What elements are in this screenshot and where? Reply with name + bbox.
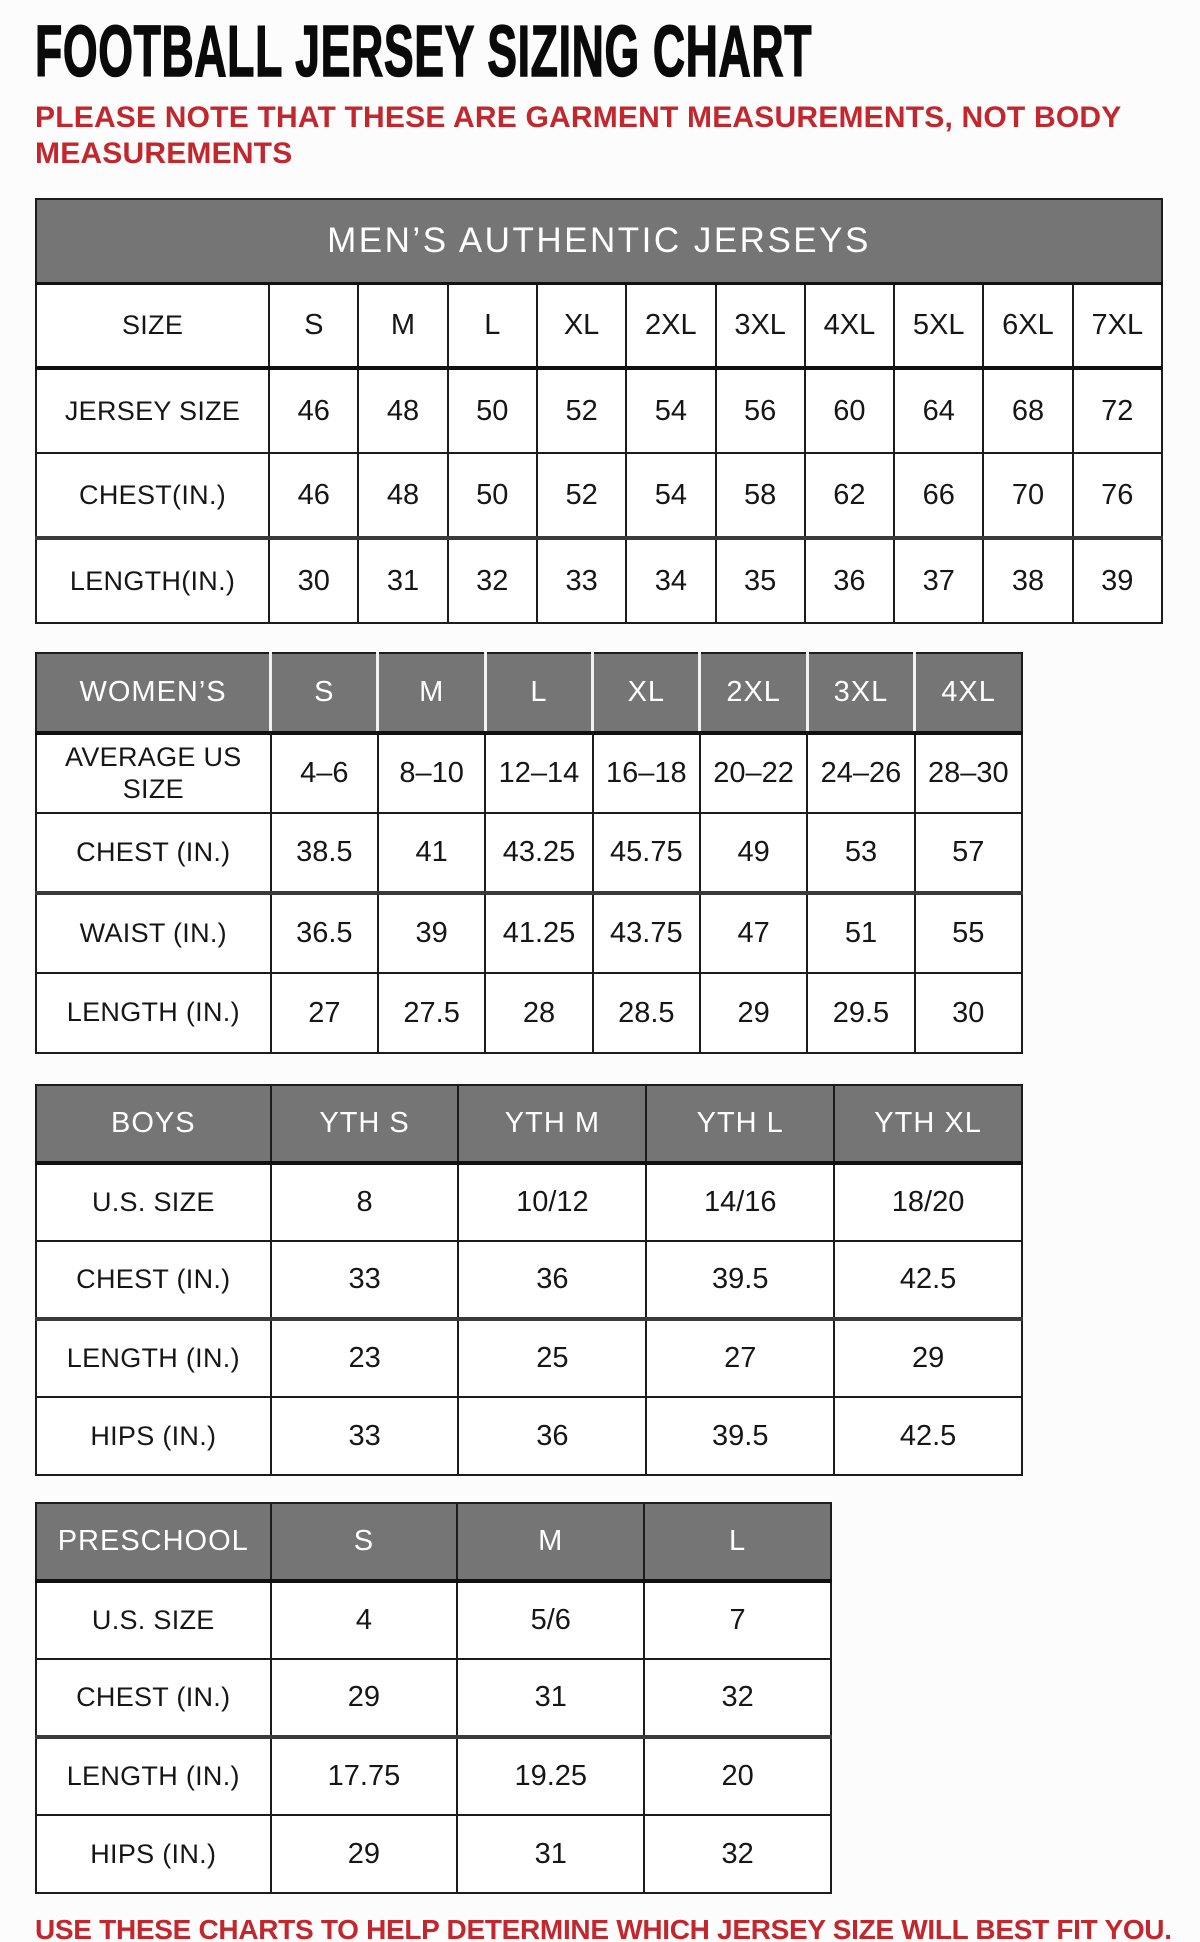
table-row (36, 1319, 1022, 1397)
value-cell: 36 (805, 538, 894, 623)
value-cell: 33 (271, 1397, 459, 1475)
value-cell: 33 (271, 1241, 459, 1319)
table-row (36, 1163, 1022, 1241)
value-cell: 28–30 (915, 733, 1022, 813)
col-header-cell: XL (537, 283, 626, 368)
value-cell: 32 (448, 538, 537, 623)
table-row (36, 1659, 831, 1737)
mens-authentic-jerseys-table (35, 198, 1163, 624)
value-cell: 32 (644, 1659, 831, 1737)
value-cell: 18/20 (834, 1163, 1022, 1241)
garment-measurements-note: PLEASE NOTE THAT THESE ARE GARMENT MEASUREMENTS, NOT BODY MEASUREMENTS (35, 101, 1121, 170)
value-cell: 58 (716, 453, 805, 538)
value-cell: 52 (537, 453, 626, 538)
value-cell: 4–6 (271, 733, 378, 813)
value-cell: 30 (915, 973, 1022, 1053)
value-cell: 64 (894, 368, 983, 453)
value-cell: 36 (458, 1397, 646, 1475)
col-header-cell: YTH XL (834, 1085, 1022, 1163)
value-cell: 35 (716, 538, 805, 623)
value-cell: 39 (1073, 538, 1162, 623)
row-label-cell: LENGTH (IN.) (36, 1737, 271, 1815)
value-cell: 48 (358, 368, 447, 453)
table-row (36, 1241, 1022, 1319)
value-cell: 46 (269, 453, 358, 538)
value-cell: 41.25 (485, 893, 592, 973)
value-cell: 31 (358, 538, 447, 623)
value-cell: 66 (894, 453, 983, 538)
value-cell: 48 (358, 453, 447, 538)
col-header-cell: S (269, 283, 358, 368)
col-header-cell: S (271, 1503, 458, 1581)
row-label-cell: CHEST (IN.) (36, 1659, 271, 1737)
value-cell: 39 (378, 893, 485, 973)
row-label-cell: LENGTH (IN.) (36, 973, 271, 1053)
table-row (36, 1397, 1022, 1475)
table-banner: MEN’S AUTHENTIC JERSEYS (36, 199, 1162, 283)
value-cell: 47 (700, 893, 807, 973)
col-header-cell: 7XL (1073, 283, 1162, 368)
value-cell: 42.5 (834, 1397, 1022, 1475)
col-header-cell: L (644, 1503, 831, 1581)
table-row (36, 1815, 831, 1893)
table-row (36, 368, 1162, 453)
col-header-cell: S (271, 653, 378, 733)
value-cell: 38.5 (271, 813, 378, 893)
table-row (36, 1737, 831, 1815)
value-cell: 20–22 (700, 733, 807, 813)
col-header-cell: 5XL (894, 283, 983, 368)
col-header-cell: M (378, 653, 485, 733)
row-label-cell: CHEST (IN.) (36, 813, 271, 893)
col-header-cell: 4XL (805, 283, 894, 368)
col-header-cell: 4XL (915, 653, 1022, 733)
value-cell: 56 (716, 368, 805, 453)
value-cell: 49 (700, 813, 807, 893)
value-cell: 28.5 (593, 973, 700, 1053)
value-cell: 29 (834, 1319, 1022, 1397)
value-cell: 54 (626, 368, 715, 453)
col-header-cell: YTH S (271, 1085, 459, 1163)
col-header-cell: YTH L (646, 1085, 834, 1163)
value-cell: 60 (805, 368, 894, 453)
table-row (36, 813, 1022, 893)
table-row (36, 733, 1022, 813)
row-label-cell: CHEST (IN.) (36, 1241, 271, 1319)
value-cell: 31 (457, 1815, 644, 1893)
value-cell: 27.5 (378, 973, 485, 1053)
value-cell: 7 (644, 1581, 831, 1659)
value-cell: 16–18 (593, 733, 700, 813)
table-row (36, 538, 1162, 623)
value-cell: 42.5 (834, 1241, 1022, 1319)
value-cell: 20 (644, 1737, 831, 1815)
value-cell: 23 (271, 1319, 459, 1397)
value-cell: 62 (805, 453, 894, 538)
value-cell: 45.75 (593, 813, 700, 893)
col-header-cell: L (485, 653, 592, 733)
value-cell: 32 (644, 1815, 831, 1893)
value-cell: 54 (626, 453, 715, 538)
value-cell: 34 (626, 538, 715, 623)
col-header-cell: YTH M (458, 1085, 646, 1163)
table-corner-label: PRESCHOOL (36, 1503, 271, 1581)
womens-sizing-table (35, 652, 1023, 1054)
page-title: FOOTBALL JERSEY SIZING CHART (35, 12, 813, 92)
table-corner-label: SIZE (36, 283, 269, 368)
value-cell: 37 (894, 538, 983, 623)
row-label-cell: AVERAGE US SIZE (36, 733, 271, 813)
row-label-cell: HIPS (IN.) (36, 1397, 271, 1475)
table-row (36, 973, 1022, 1053)
table-row (36, 1581, 831, 1659)
value-cell: 41 (378, 813, 485, 893)
row-label-cell: WAIST (IN.) (36, 893, 271, 973)
value-cell: 24–26 (807, 733, 914, 813)
value-cell: 5/6 (457, 1581, 644, 1659)
col-header-cell: 3XL (807, 653, 914, 733)
col-header-cell: M (457, 1503, 644, 1581)
value-cell: 17.75 (271, 1737, 458, 1815)
fit-advice-note: USE THESE CHARTS TO HELP DETERMINE WHICH JERSEY SIZE WILL BEST FIT YOU. (35, 1914, 1172, 1942)
table-row (36, 893, 1022, 973)
value-cell: 36 (458, 1241, 646, 1319)
table-corner-label: BOYS (36, 1085, 271, 1163)
col-header-cell: 6XL (983, 283, 1072, 368)
value-cell: 46 (269, 368, 358, 453)
value-cell: 25 (458, 1319, 646, 1397)
col-header-cell: 2XL (626, 283, 715, 368)
col-header-cell: 3XL (716, 283, 805, 368)
value-cell: 4 (271, 1581, 458, 1659)
value-cell: 33 (537, 538, 626, 623)
row-label-cell: LENGTH(IN.) (36, 538, 269, 623)
value-cell: 36.5 (271, 893, 378, 973)
value-cell: 51 (807, 893, 914, 973)
col-header-cell: 2XL (700, 653, 807, 733)
value-cell: 38 (983, 538, 1072, 623)
table-row (36, 453, 1162, 538)
value-cell: 50 (448, 453, 537, 538)
row-label-cell: U.S. SIZE (36, 1163, 271, 1241)
row-label-cell: U.S. SIZE (36, 1581, 271, 1659)
value-cell: 70 (983, 453, 1072, 538)
value-cell: 68 (983, 368, 1072, 453)
value-cell: 43.25 (485, 813, 592, 893)
value-cell: 43.75 (593, 893, 700, 973)
row-label-cell: HIPS (IN.) (36, 1815, 271, 1893)
value-cell: 10/12 (458, 1163, 646, 1241)
value-cell: 31 (457, 1659, 644, 1737)
value-cell: 27 (271, 973, 378, 1053)
col-header-cell: M (358, 283, 447, 368)
value-cell: 29.5 (807, 973, 914, 1053)
row-label-cell: CHEST(IN.) (36, 453, 269, 538)
value-cell: 12–14 (485, 733, 592, 813)
value-cell: 57 (915, 813, 1022, 893)
table-corner-label: WOMEN’S (36, 653, 271, 733)
value-cell: 8–10 (378, 733, 485, 813)
value-cell: 39.5 (646, 1241, 834, 1319)
col-header-cell: L (448, 283, 537, 368)
value-cell: 19.25 (457, 1737, 644, 1815)
value-cell: 30 (269, 538, 358, 623)
row-label-cell: JERSEY SIZE (36, 368, 269, 453)
value-cell: 72 (1073, 368, 1162, 453)
value-cell: 39.5 (646, 1397, 834, 1475)
value-cell: 27 (646, 1319, 834, 1397)
value-cell: 14/16 (646, 1163, 834, 1241)
preschool-sizing-table (35, 1502, 832, 1894)
value-cell: 8 (271, 1163, 459, 1241)
value-cell: 29 (700, 973, 807, 1053)
value-cell: 53 (807, 813, 914, 893)
value-cell: 52 (537, 368, 626, 453)
row-label-cell: LENGTH (IN.) (36, 1319, 271, 1397)
value-cell: 50 (448, 368, 537, 453)
value-cell: 55 (915, 893, 1022, 973)
boys-sizing-table (35, 1084, 1023, 1476)
value-cell: 76 (1073, 453, 1162, 538)
value-cell: 28 (485, 973, 592, 1053)
value-cell: 29 (271, 1815, 458, 1893)
col-header-cell: XL (593, 653, 700, 733)
value-cell: 29 (271, 1659, 458, 1737)
